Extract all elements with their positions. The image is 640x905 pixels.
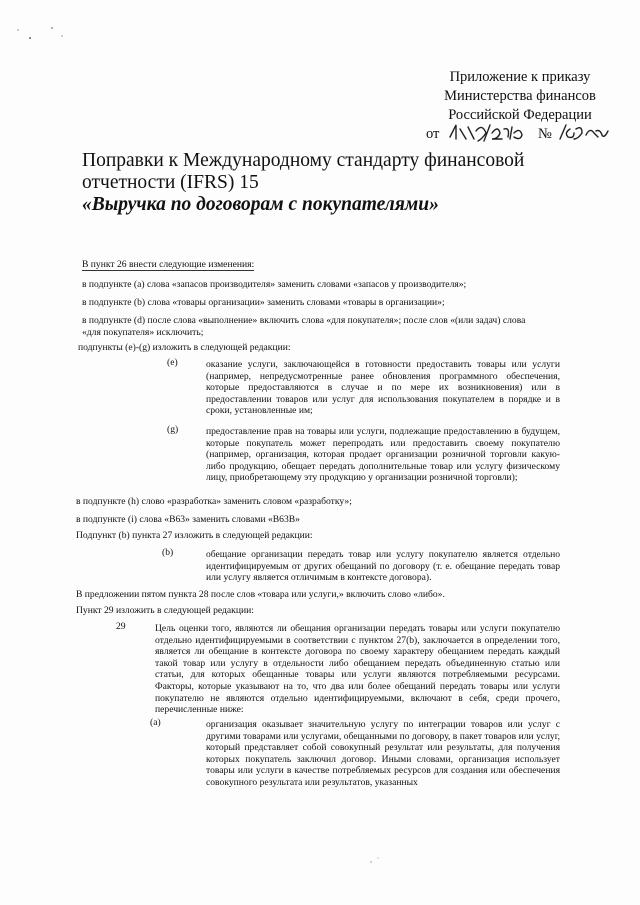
paragraph-p26-d-line2: «для покупателя» исключить; — [82, 327, 204, 338]
item-b-label: (b) — [162, 547, 174, 558]
title-line-3: «Выручка по договорам с покупателями» — [82, 194, 439, 215]
header-line-1: Приложение к приказу — [449, 69, 591, 85]
paragraph-p28: В предложении пятом пункта 28 после слов «товара или услуги,» включить слово «либо». — [76, 589, 445, 600]
title-line-1: Поправки к Международному стандарту финансовой — [82, 150, 525, 171]
item-29-label: 29 — [116, 621, 126, 632]
paragraph-p26-a: в подпункте (a) слова «запасов производителя» заменить словами «запасов у производителя»; — [82, 279, 467, 290]
paragraph-p26-b: в подпункте (b) слова «товары организации» заменить словами «товары в организации»; — [82, 297, 445, 308]
item-e-text: оказание услуги, заключающейся в готовности предоставить товары или услуги (например, непредусмотренные ранее обновления программного обеспечения, которые предоставляются в случае и по мере их возникновения) или в предоставлении товаров или услуг для использования покупателем в порядке и в сроки, установленные им; — [206, 359, 560, 417]
header-line-2: Министерства финансов — [444, 88, 596, 104]
paragraph-p26-i: в подпункте (i) слова «B63» заменить словами «B63B» — [76, 514, 300, 525]
item-a-text: организация оказывает значительную услугу по интеграции товаров или услуг с другими товарами или услугами, обещанными по договору, в пакет товаров или услуг, который представляет собой совокупный результат или результаты, для получения которых покупатель заключил договор. Иными словами, организация использует товары или услуги в качестве потребляемых ресурсов для создания или обеспечения совокупного результата или результатов, указанных — [206, 719, 560, 788]
paragraph-p27-intro: Подпункт (b) пункта 27 изложить в следующей редакции: — [76, 530, 313, 541]
item-g-text: предоставление прав на товары или услуги, подлежащие предоставлению в будущем, которые покупатель может перепродать или предоставить своему покупателю (например, организация, которая продает организации розничной торговли какую-либо продукцию, обещает передать дополнительные товар или услугу физическому лицу, приобретающему эту продукцию у организации розничной торговли); — [206, 426, 560, 484]
paragraph-p26-intro: В пункт 26 внести следующие изменения: — [82, 259, 255, 270]
header-line-3: Российской Федерации — [448, 107, 592, 123]
paragraph-p26-h: в подпункте (h) слово «разработка» заменить словом «разработку»; — [76, 496, 352, 507]
paragraph-p26-eg-intro: подпункты (e)-(g) изложить в следующей редакции: — [78, 342, 291, 353]
title-line-2: отчетности (IFRS) 15 — [82, 172, 259, 193]
item-a-label: (a) — [150, 717, 161, 728]
item-29-text: Цель оценки того, являются ли обещания организации передать товары или услуги покупателю отдельно идентифицируемыми в соответствии с пунктом 27(b), заключается в определении того, является ли обещание в контексте договора по своему характеру обещанием передать каждый такой товар или услугу в отдельности либо обещанием передать объединенную статью или статьи, для которых обещанные товары или услуги являются потребляемыми ресурсами. Факторы, которые указывают на то, что два или более обещаний передать товары или услуги покупателю не являются отдельно идентифицируемыми, включают в себя, среди прочего, перечисленные ниже: — [155, 623, 560, 716]
item-e-label: (e) — [167, 357, 178, 368]
from-label: от — [426, 126, 440, 142]
number-label: № — [538, 126, 552, 142]
paragraph-p29-intro: Пункт 29 изложить в следующей редакции: — [76, 605, 254, 616]
paragraph-p26-d-line1: в подпункте (d) после слова «выполнение» включить слова «для покупателя»; после слов «(или задач) слова — [82, 315, 526, 326]
item-g-label: (g) — [167, 424, 179, 435]
item-b-text: обещание организации передать товар или услугу покупателю является отдельно идентифицируемым от других обещаний по договору (т. е. обещание передать товар или услугу является отличимым в контексте договора). — [206, 549, 560, 584]
